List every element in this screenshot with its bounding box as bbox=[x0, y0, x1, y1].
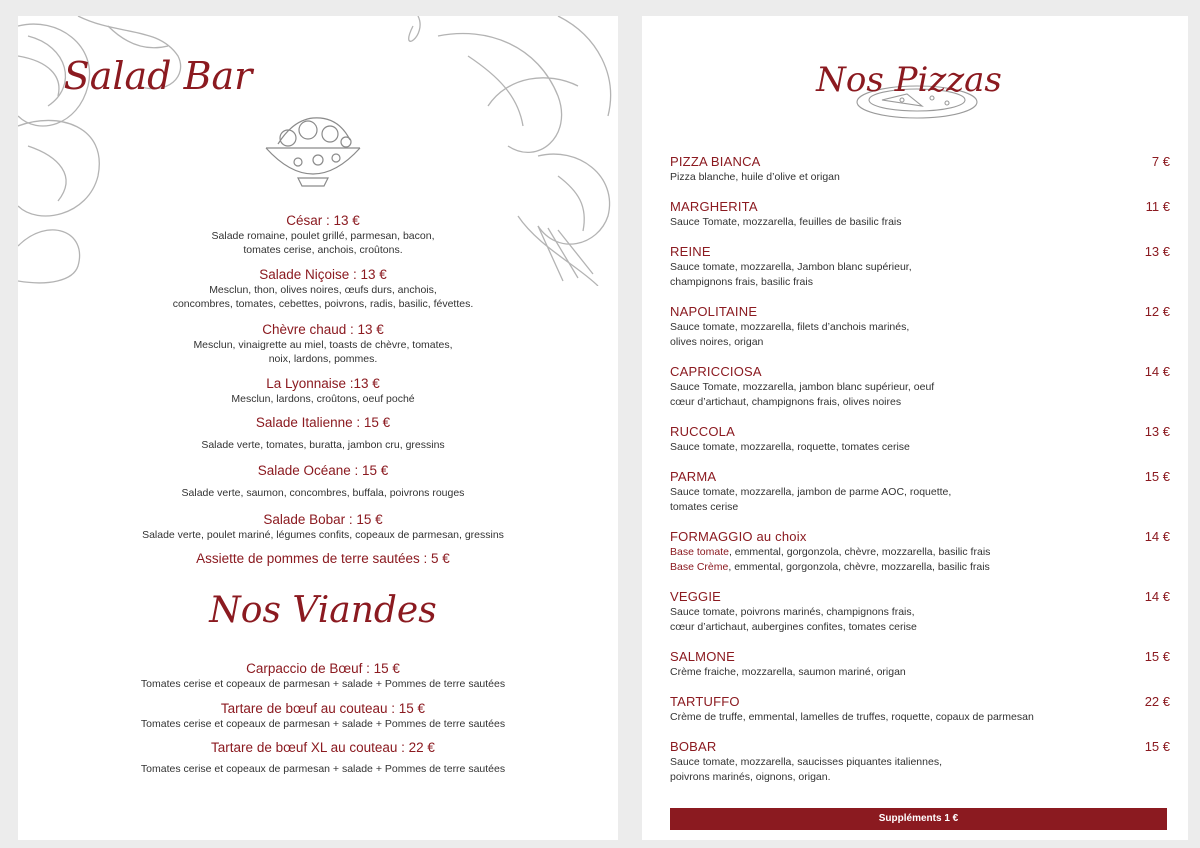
menu-item bbox=[670, 469, 1170, 515]
pizza-description: Sauce tomate, mozzarella, filets d’anchois marinés, olives noires, origan bbox=[670, 321, 910, 348]
pizza-price: 15 € bbox=[1144, 469, 1170, 484]
salad-meat-page bbox=[18, 16, 618, 840]
menu-item bbox=[670, 529, 1170, 575]
pizza-price: 15 € bbox=[1144, 649, 1170, 664]
pizza-description bbox=[670, 545, 1170, 560]
pizza-name: VEGGIE bbox=[670, 589, 722, 604]
menu-item bbox=[18, 700, 628, 731]
dish-description: Tomates cerise et copeaux de parmesan + salade + Pommes de terre sautées bbox=[140, 678, 506, 690]
pizza-page bbox=[642, 16, 1188, 840]
menu-item bbox=[670, 739, 1170, 785]
dish-name: César : 13 € bbox=[286, 213, 360, 228]
dish-description: Salade verte, saumon, concombres, buffala, poivrons rouges bbox=[181, 487, 465, 499]
dish-description: Mesclun, lardons, croûtons, oeuf poché bbox=[231, 393, 415, 405]
menu-item bbox=[18, 266, 628, 311]
pizza-name: NAPOLITAINE bbox=[670, 304, 758, 319]
pizza-description: Sauce tomate, mozzarella, jambon de parme AOC, roquette, tomates cerise bbox=[670, 486, 952, 513]
menu-item bbox=[670, 694, 1170, 725]
pizza-price: 13 € bbox=[1144, 424, 1170, 439]
menu-item bbox=[18, 414, 628, 452]
menu-item bbox=[670, 244, 1170, 290]
menu-item bbox=[18, 321, 628, 366]
dish-name: Salade Italienne : 15 € bbox=[255, 415, 391, 430]
menu-item bbox=[18, 375, 628, 406]
pizza-price: 14 € bbox=[1144, 589, 1170, 604]
base-tomate-ingredients: , emmental, gorgonzola, chèvre, mozzarella, basilic frais bbox=[728, 546, 991, 558]
menu-item bbox=[670, 649, 1170, 680]
pizza-price: 15 € bbox=[1144, 739, 1170, 754]
base-creme-ingredients: , emmental, gorgonzola, chèvre, mozzarella, basilic frais bbox=[728, 561, 990, 573]
menu-item bbox=[670, 154, 1170, 185]
dish-description: Mesclun, thon, olives noires, œufs durs, anchois, concombres, tomates, cebettes, poivrons, radis, basilic, févettes. bbox=[172, 284, 474, 310]
pizza-price: 11 € bbox=[1145, 199, 1170, 214]
base-tomate-label: Base tomate bbox=[670, 546, 729, 558]
pizza-description: Sauce tomate, mozzarella, saucisses piquantes italiennes, poivrons marinés, oignons, origan. bbox=[670, 756, 942, 783]
dish-description: Salade verte, poulet mariné, légumes confits, copeaux de parmesan, gressins bbox=[142, 529, 504, 541]
pizza-price: 7 € bbox=[1151, 154, 1170, 169]
dish-description: Tomates cerise et copeaux de parmesan + salade + Pommes de terre sautées bbox=[140, 763, 506, 775]
pizza-name: TARTUFFO bbox=[670, 694, 740, 709]
menu-item bbox=[670, 364, 1170, 410]
pizza-description: Sauce tomate, mozzarella, roquette, tomates cerise bbox=[670, 441, 910, 453]
pizza-name: BOBAR bbox=[670, 739, 717, 754]
pizza-description: Sauce tomate, mozzarella, Jambon blanc supérieur, champignons frais, basilic frais bbox=[670, 261, 912, 288]
pizza-name: RUCCOLA bbox=[670, 424, 735, 439]
menu-item bbox=[18, 660, 628, 691]
pizza-description: Crème fraiche, mozzarella, saumon mariné, origan bbox=[670, 666, 906, 678]
dish-name: Carpaccio de Bœuf : 15 € bbox=[246, 661, 400, 676]
menu-item bbox=[670, 424, 1170, 455]
pizza-description bbox=[670, 560, 1170, 575]
pizza-price: 13 € bbox=[1144, 244, 1170, 259]
salad-bar-title: Salad Bar bbox=[63, 54, 253, 98]
pizza-name: FORMAGGIO au choix bbox=[670, 529, 807, 544]
pizza-price: 14 € bbox=[1144, 529, 1170, 544]
dish-description: Tomates cerise et copeaux de parmesan + salade + Pommes de terre sautées bbox=[140, 718, 506, 730]
dish-name: Tartare de bœuf XL au couteau : 22 € bbox=[211, 740, 435, 755]
pizza-description: Crème de truffe, emmental, lamelles de truffes, roquette, copaux de parmesan bbox=[670, 711, 1034, 723]
dish-name: La Lyonnaise :13 € bbox=[266, 376, 380, 391]
menu-item bbox=[18, 511, 628, 542]
dish-name: Salade Océane : 15 € bbox=[257, 463, 389, 478]
supplements-banner: Suppléments 1 € bbox=[670, 808, 1167, 830]
menu-item bbox=[670, 304, 1170, 350]
menu-item bbox=[670, 199, 1170, 230]
pizza-price: 14 € bbox=[1144, 364, 1170, 379]
menu-item bbox=[18, 212, 628, 257]
pizza-name: PIZZA BIANCA bbox=[670, 154, 761, 169]
dish-description: Mesclun, vinaigrette au miel, toasts de chèvre, tomates, noix, lardons, pommes. bbox=[193, 339, 453, 365]
pizza-name: REINE bbox=[670, 244, 711, 259]
pizza-description: Pizza blanche, huile d’olive et origan bbox=[670, 171, 840, 183]
dish-description: Salade romaine, poulet grillé, parmesan, bacon, tomates cerise, anchois, croûtons. bbox=[211, 230, 435, 256]
menu-item bbox=[18, 550, 628, 567]
pizza-description: Sauce Tomate, mozzarella, jambon blanc supérieur, oeuf cœur d’artichaut, champignons frais, olives noires bbox=[670, 381, 935, 408]
menu-item bbox=[670, 589, 1170, 635]
dish-name: Tartare de bœuf au couteau : 15 € bbox=[220, 701, 426, 716]
pizza-description: Sauce Tomate, mozzarella, feuilles de basilic frais bbox=[670, 216, 902, 228]
dish-name: Assiette de pommes de terre sautées : 5 € bbox=[196, 551, 450, 566]
pizza-price: 22 € bbox=[1144, 694, 1170, 709]
dish-name: Salade Niçoise : 13 € bbox=[259, 267, 387, 282]
pizza-title: Nos Pizzas bbox=[816, 60, 1002, 100]
meat-title: Nos Viandes bbox=[209, 590, 437, 631]
pizza-name: CAPRICCIOSA bbox=[670, 364, 762, 379]
pizza-price: 12 € bbox=[1144, 304, 1170, 319]
salad-bowl-icon bbox=[258, 110, 368, 190]
base-creme-label: Base Crème bbox=[670, 561, 729, 573]
dish-name: Salade Bobar : 15 € bbox=[263, 512, 383, 527]
menu-item bbox=[18, 739, 628, 776]
pizza-name: MARGHERITA bbox=[670, 199, 758, 214]
dish-description: Salade verte, tomates, buratta, jambon cru, gressins bbox=[201, 439, 445, 451]
dish-name: Chèvre chaud : 13 € bbox=[262, 322, 384, 337]
pizza-name: PARMA bbox=[670, 469, 717, 484]
pizza-name: SALMONE bbox=[670, 649, 735, 664]
pizza-description: Sauce tomate, poivrons marinés, champignons frais, cœur d’artichaut, aubergines confites, tomates cerise bbox=[670, 606, 917, 633]
menu-item bbox=[18, 462, 628, 500]
